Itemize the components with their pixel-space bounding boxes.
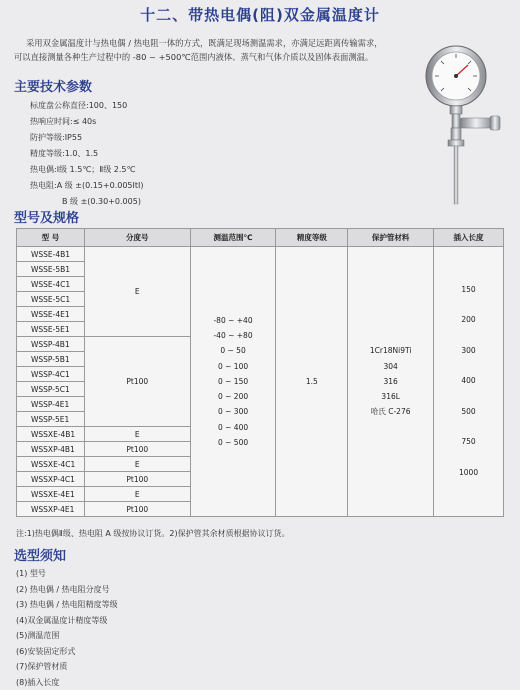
model-cell: WSSE-5E1 [17,322,85,337]
length-value: 500 [434,397,503,428]
model-cell: WSSE-5C1 [17,292,85,307]
grade-cell: E [84,427,190,442]
model-cell: WSSP-4E1 [17,397,85,412]
model-cell: WSSP-4C1 [17,367,85,382]
selection-heading: 选型须知 [14,545,66,564]
intro-line-2: 可以直接测量各种生产过程中的 -80 ~ +500℃范围内液体、蒸气和气体介质以及固体表面测温。 [14,50,394,64]
list-item: (5)测温范围 [16,628,118,644]
range-value: 0 ~ 150 [191,374,276,389]
length-value: 750 [434,427,503,458]
model-cell: WSSP-4B1 [17,337,85,352]
material-value: 哈氏 C-276 [348,404,433,419]
model-cell: WSSE-4C1 [17,277,85,292]
range-value: 0 ~ 200 [191,389,276,404]
spec-table [16,228,504,517]
header-range: 测温范围℃ [190,229,276,247]
grade-cell: Pt100 [84,442,190,457]
length-cell [434,247,504,517]
spec-thermocouple: 热电偶:Ⅰ级 1.5℃；Ⅱ级 2.5℃ [30,162,143,178]
spec-rtd-b: B 级 ±(0.30+0.005) [30,194,143,210]
header-material: 保护管材料 [348,229,434,247]
range-value: -80 ~ +40 [191,313,276,328]
range-value: -40 ~ +80 [191,328,276,343]
list-item: (7)保护管材质 [16,659,118,675]
grade-cell-pt100: Pt100 [84,337,190,427]
material-value: 304 [348,359,433,374]
specs-heading: 主要技术参数 [14,76,92,95]
header-grade: 分度号 [84,229,190,247]
material-value: 316 [348,374,433,389]
model-cell: WSSP-5E1 [17,412,85,427]
model-cell: WSSP-5B1 [17,352,85,367]
list-item: (3) 热电偶 / 热电阻精度等级 [16,597,118,613]
model-cell: WSSE-4E1 [17,307,85,322]
range-value: 0 ~ 300 [191,404,276,419]
table-footnote: 注:1)热电偶Ⅱ级、热电阻 A 级按协议订货。2)保护管其余材质根据协议订货。 [16,528,290,539]
spec-protection: 防护等级:IP55 [30,130,143,146]
length-value: 150 [434,275,503,306]
spec-response: 热响应时间:≤ 40s [30,114,143,130]
model-cell: WSSE-4B1 [17,247,85,262]
material-value: 316L [348,389,433,404]
length-value: 200 [434,305,503,336]
models-heading: 型号及规格 [14,207,79,226]
range-cell [190,247,276,517]
length-value: 1000 [434,458,503,489]
specs-list [30,98,143,210]
material-value: 1Cr18Ni9Ti [348,343,433,358]
spec-rtd-a: 热电阻:A 级 ±(0.15+0.005ItI) [30,178,143,194]
grade-cell-e: E [84,247,190,337]
model-cell: WSSXP-4C1 [17,472,85,487]
model-cell: WSSXE-4E1 [17,487,85,502]
list-item: (1) 型号 [16,566,118,582]
length-value: 300 [434,336,503,367]
spec-accuracy: 精度等级:1.0、1.5 [30,146,143,162]
range-value: 0 ~ 500 [191,435,276,450]
list-item: (4)双金属温度计精度等级 [16,613,118,629]
table-row [17,247,504,262]
grade-cell: Pt100 [84,502,190,517]
header-accuracy: 精度等级 [276,229,348,247]
list-item: (8)插入长度 [16,675,118,690]
range-value: 0 ~ 400 [191,420,276,435]
model-cell: WSSXP-4B1 [17,442,85,457]
model-cell: WSSXP-4E1 [17,502,85,517]
header-model: 型 号 [17,229,85,247]
grade-cell: Pt100 [84,472,190,487]
model-cell: WSSXE-4B1 [17,427,85,442]
header-length: 插入长度 [434,229,504,247]
length-value: 400 [434,366,503,397]
list-item: (6)安装固定形式 [16,644,118,660]
range-value: 0 ~ 100 [191,359,276,374]
list-item: (2) 热电偶 / 热电阻分度号 [16,582,118,598]
intro-line-1: 采用双金属温度计与热电偶 / 热电阻一体的方式，既满足现场测温需求，亦满足远距离传输需求， [14,36,394,50]
spec-dial: 标度盘公称直径:100、150 [30,98,143,114]
model-cell: WSSXE-4C1 [17,457,85,472]
selection-list [16,566,118,690]
model-cell: WSSP-5C1 [17,382,85,397]
table-header-row [17,229,504,247]
grade-cell: E [84,487,190,502]
range-value: 0 ~ 50 [191,343,276,358]
page-title: 十二、带热电偶(阻)双金属温度计 [0,4,520,25]
accuracy-cell: 1.5 [276,247,348,517]
intro-text [14,36,394,64]
thermometer-image [408,38,508,208]
model-cell: WSSE-5B1 [17,262,85,277]
grade-cell: E [84,457,190,472]
material-cell [348,247,434,517]
